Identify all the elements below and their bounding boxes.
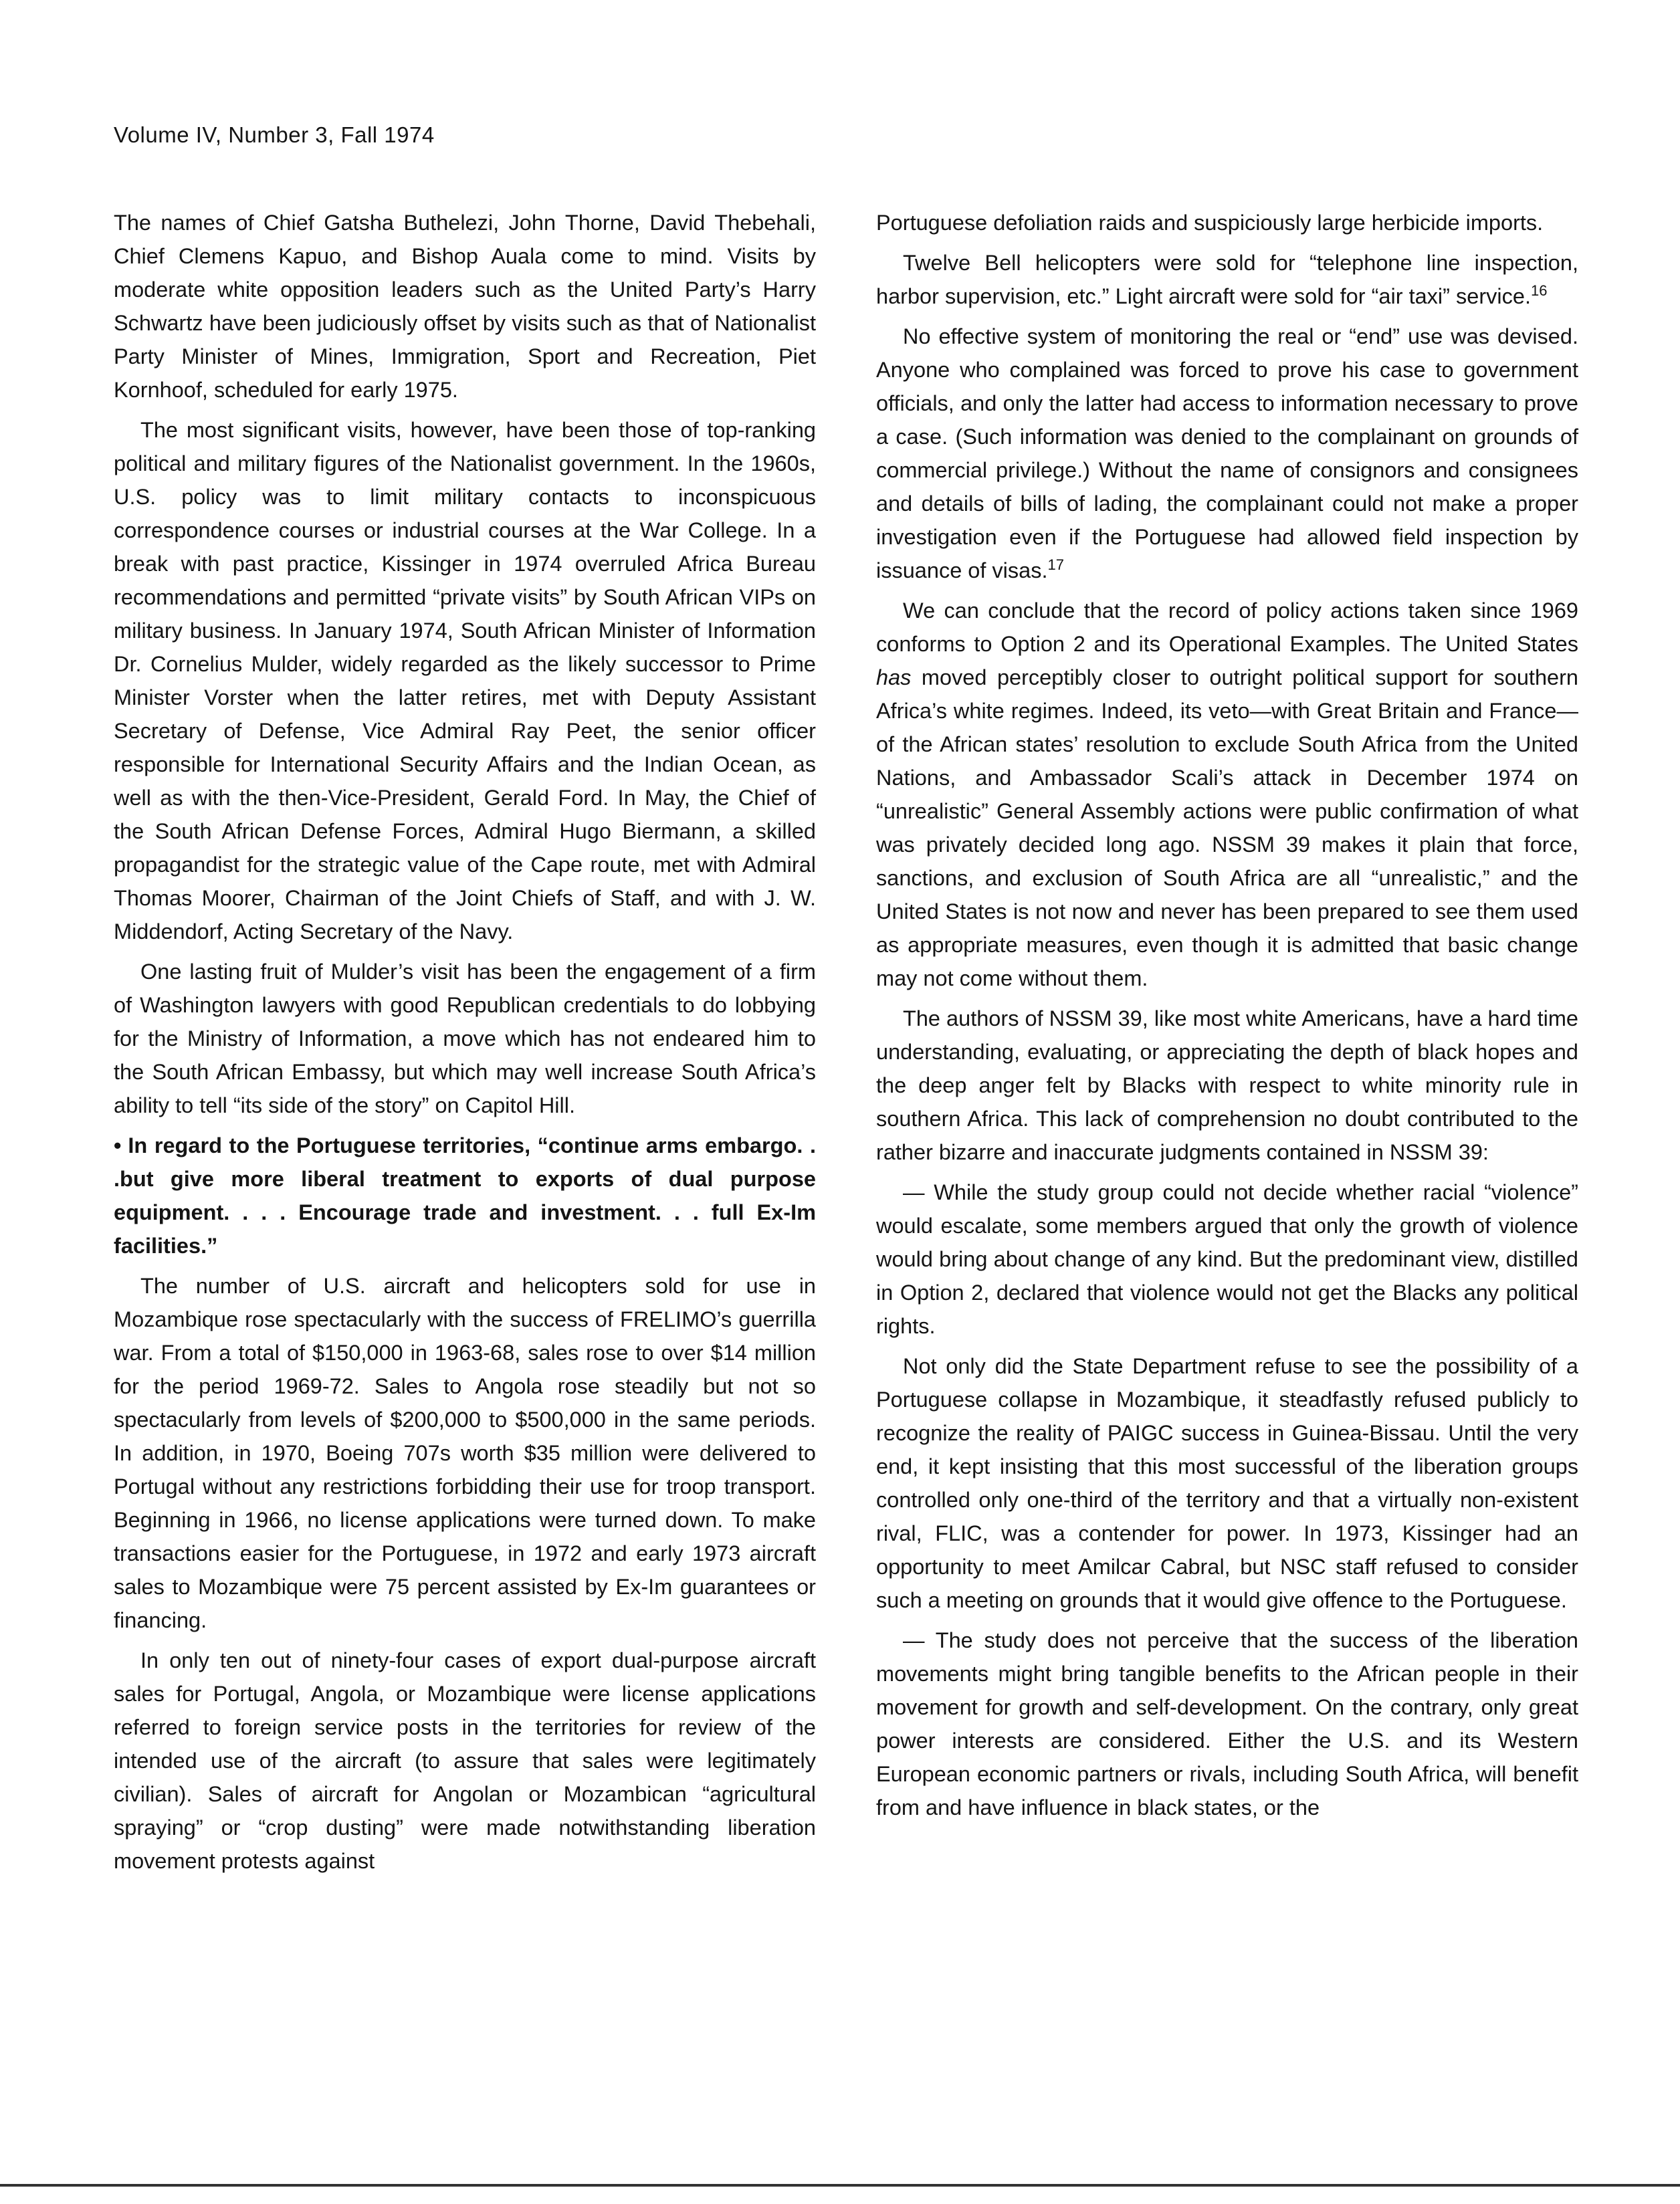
running-head: Volume IV, Number 3, Fall 1974 [114, 122, 435, 147]
paragraph: In only ten out of ninety-four cases of export dual-purpose aircraft sales for Portugal, Angola, or Mozambique were license applications referred to foreign service posts in the territories for review of the intended use of the aircraft (to assure that sales were legitimately civilian). Sales of aircraft for Angolan or Mozambican “agricultural spraying” or “crop dusting” were made notwithstanding liberation movement protests against [114, 1648, 816, 1873]
page-bottom-rule [0, 2184, 1680, 2187]
paragraph: Portuguese defoliation raids and suspiciously large herbicide imports. [876, 211, 1544, 235]
policy-quote [114, 1129, 816, 1262]
footnote-ref: 17 [1047, 556, 1064, 574]
paragraph: — The study does not perceive that the success of the liberation movements might bring tangible benefits to the African people in their movement for growth and self-development. On the contrary, only great power interests are considered. Either the U.S. and its Western European economic partners or rivals, including South Africa, will benefit from and have influence in black states, or the [876, 1628, 1578, 1820]
paragraph [876, 594, 1578, 995]
right-column [876, 206, 1578, 1831]
paragraph: Not only did the State Department refuse to see the possibility of a Portuguese collapse in Mozambique, it steadfastly refused publicly to recognize the reality of PAIGC success in Guinea-Bissau. Until the very end, it kept insisting that this most successful of the liberation groups controlled only one-third of the territory and that a virtually non-existent rival, FLIC, was a contender for power. In 1973, Kissinger had an opportunity to meet Amilcar Cabral, but NSC staff refused to consider such a meeting on grounds that it would give offence to the Portuguese. [876, 1354, 1578, 1612]
paragraph [876, 320, 1578, 587]
policy-quote-text: In regard to the Portuguese territories, “continue arms embargo. . .but give more liberal treatment to exports of dual purpose equipment. . . . Encourage trade and investment. . . full Ex-Im facilities.” [114, 1133, 816, 1258]
left-column [114, 206, 816, 1884]
paragraph-text: Twelve Bell helicopters were sold for “telephone line inspection, harbor supervision, etc.” Light aircraft were sold for “air taxi” service. [876, 251, 1578, 308]
paragraph-text: We can conclude that the record of policy actions taken since 1969 conforms to Option 2 and its Operational Examples. The United States [876, 598, 1578, 656]
emphasis: has [876, 665, 912, 689]
paragraph: The authors of NSSM 39, like most white Americans, have a hard time understanding, evaluating, or appreciating the depth of black hopes and the deep anger felt by Blacks with respect to white minority rule in southern Africa. This lack of comprehension no doubt contributed to the rather bizarre and inaccurate judgments contained in NSSM 39: [876, 1006, 1578, 1164]
paragraph [876, 246, 1578, 313]
paragraph: The number of U.S. aircraft and helicopters sold for use in Mozambique rose spectacularly with the success of FRELIMO’s guerrilla war. From a total of $150,000 in 1963-68, sales rose to over $14 million for the period 1969-72. Sales to Angola rose steadily but not so spectacularly from levels of $200,000 to $500,000 in the same periods. In addition, in 1970, Boeing 707s worth $35 million were delivered to Portugal without any restrictions forbidding their use for troop transport. Beginning in 1966, no license applications were turned down. To make transactions easier for the Portuguese, in 1972 and early 1973 aircraft sales to Mozambique were 75 percent assisted by Ex-Im guarantees or financing. [114, 1274, 816, 1632]
paragraph: One lasting fruit of Mulder’s visit has been the engagement of a firm of Washington lawyers with good Republican credentials to do lobbying for the Ministry of Information, a move which has not endeared him to the South African Embassy, but which may well increase South Africa’s ability to tell “its side of the story” on Capitol Hill. [114, 960, 816, 1117]
footnote-ref: 16 [1530, 282, 1548, 300]
paragraph: — While the study group could not decide whether racial “violence” would escalate, some members argued that only the growth of violence would bring about change of any kind. But the predominant view, distilled in Option 2, declared that violence would not get the Blacks any political rights. [876, 1180, 1578, 1338]
paragraph: The names of Chief Gatsha Buthelezi, John Thorne, David Thebehali, Chief Clemens Kapuo, and Bishop Auala come to mind. Visits by moderate white opposition leaders such as the United Party’s Harry Schwartz have been judiciously offset by visits such as that of Nationalist Party Minister of Mines, Immigration, Sport and Recreation, Piet Kornhoof, scheduled for early 1975. [114, 211, 816, 402]
bullet-marker: • [114, 1133, 122, 1158]
paragraph: The most significant visits, however, have been those of top-ranking political and military figures of the Nationalist government. In the 1960s, U.S. policy was to limit military contacts to inconspicuous correspondence courses or industrial courses at the War College. In a break with past practice, Kissinger in 1974 overruled Africa Bureau recommendations and permitted “private visits” by South African VIPs on military business. In January 1974, South African Minister of Information Dr. Cornelius Mulder, widely regarded as the likely successor to Prime Minister Vorster when the latter retires, met with Deputy Assistant Secretary of Defense, Vice Admiral Ray Peet, the senior officer responsible for International Security Affairs and the Indian Ocean, as well as with the then-Vice-President, Gerald Ford. In May, the Chief of the South African Defense Forces, Admiral Hugo Biermann, a skilled propagandist for the strategic value of the Cape route, met with Admiral Thomas Moorer, Chairman of the Joint Chiefs of Staff, and with J. W. Middendorf, Acting Secretary of the Navy. [114, 418, 816, 944]
paragraph-text: No effective system of monitoring the real or “end” use was devised. Anyone who complained was forced to prove his case to government officials, and only the latter had access to information necessary to prove a case. (Such information was denied to the complainant on grounds of commercial privilege.) Without the name of consignors and consignees and details of bills of lading, the complainant could not make a proper investigation even if the Portuguese had allowed field inspection by issuance of visas. [876, 324, 1578, 582]
paragraph-text: moved perceptibly closer to outright political support for southern Africa’s white regimes. Indeed, its veto—with Great Britain and France—of the African states’ resolution to exclude South Africa from the United Nations, and Ambassador Scali’s attack in December 1974 on “unrealistic” General Assembly actions were public confirmation of what was privately decided long ago. NSSM 39 makes it plain that force, sanctions, and exclusion of South Africa are all “unrealistic,” and the United States is not now and never has been prepared to see them used as appropriate measures, even though it is admitted that basic change may not come without them. [876, 665, 1578, 990]
